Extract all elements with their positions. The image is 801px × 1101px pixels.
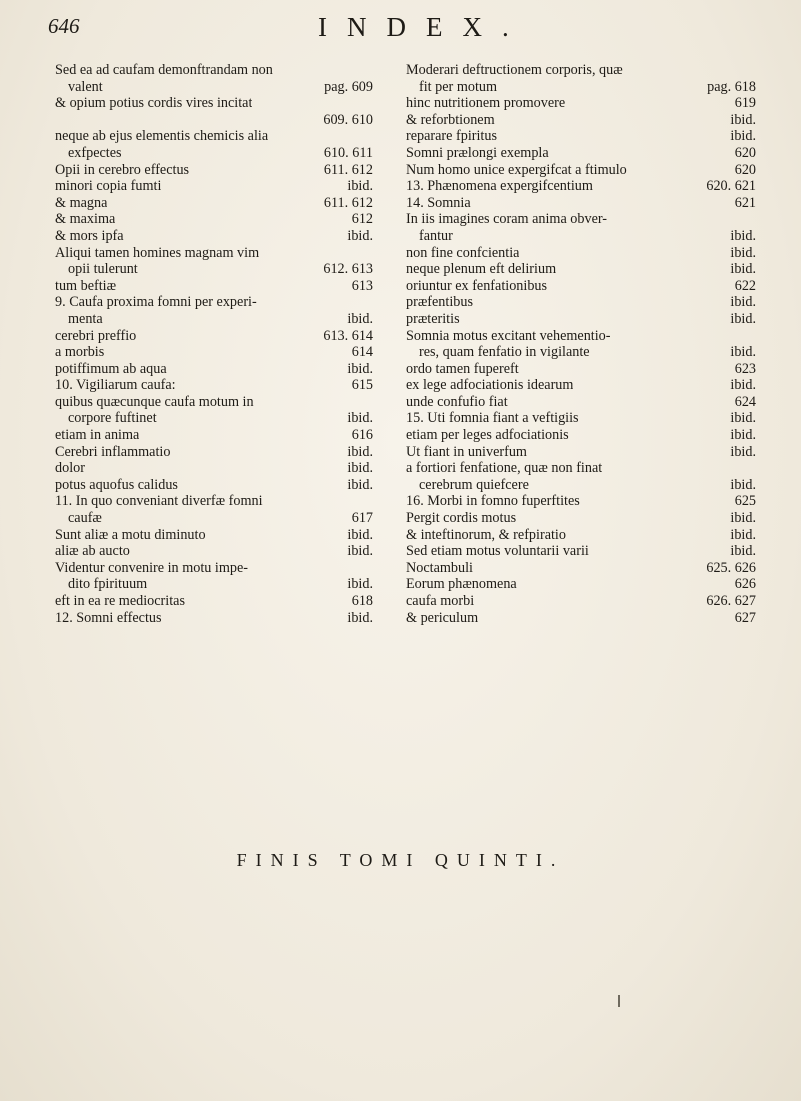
index-entry: [406, 560, 756, 577]
index-entry: [406, 162, 756, 179]
index-entry: [406, 261, 756, 278]
index-entry-page: ibid.: [730, 410, 756, 427]
index-entry-page: ibid.: [347, 576, 373, 593]
running-title: INDEX.: [318, 12, 529, 42]
index-entry-text: & magna: [55, 194, 108, 211]
index-entry: [406, 610, 756, 627]
index-entry: [406, 510, 756, 527]
index-entry-text: Somni prælongi exempla: [406, 144, 549, 161]
index-entry: [55, 593, 373, 610]
index-entry-page: ibid.: [347, 460, 373, 477]
index-entry-text: 14. Somnia: [406, 194, 471, 211]
index-entry-text: & maxima: [55, 211, 116, 228]
index-entry-page: ibid.: [730, 344, 756, 361]
index-entry: [406, 178, 756, 195]
ink-mark: [618, 995, 620, 1007]
index-entry-text: reparare fpiritus: [406, 128, 497, 145]
index-entry: [55, 162, 373, 179]
index-entry-page: 625: [734, 493, 756, 510]
index-entry-text: eft in ea re mediocritas: [55, 593, 185, 609]
index-entry-text: Sed ea ad caufam demonftrandam non: [55, 62, 273, 78]
index-entry-text: etiam in anima: [55, 427, 140, 444]
index-entry: [55, 95, 373, 112]
index-entry: [55, 62, 373, 79]
index-entry: [55, 427, 373, 444]
index-entry-page: ibid.: [347, 178, 373, 195]
index-entry-page: 616: [351, 427, 373, 444]
index-entry-text: 10. Vigiliarum caufa:: [55, 377, 176, 394]
index-entry-text: præfentibus: [406, 294, 473, 311]
index-entry-text: unde confufio fiat: [406, 393, 508, 410]
index-entry-page: 613: [351, 277, 373, 294]
index-entry-text: etiam per leges adfociationis: [406, 427, 569, 444]
index-column-right: [406, 62, 756, 626]
index-entry-text: 9. Caufa proxima fomni per experi-: [55, 294, 257, 311]
index-entry-text: corpore fuftinet: [68, 410, 157, 427]
index-entry-page: ibid.: [730, 310, 756, 327]
index-entry-page: 611. 612: [323, 161, 373, 178]
index-entry-page: ibid.: [347, 410, 373, 427]
index-entry-page: ibid.: [730, 111, 756, 128]
index-entry-page: 620: [734, 161, 756, 178]
index-entry: [55, 278, 373, 295]
index-entry-page: ibid.: [730, 476, 756, 493]
index-entry-text: præteritis: [406, 310, 460, 327]
index-entry-page: ibid.: [730, 244, 756, 261]
index-entry: [55, 560, 373, 577]
index-entry: [55, 361, 373, 378]
index-entry: [406, 527, 756, 544]
index-entry-text: Sed etiam motus voluntarii varii: [406, 543, 589, 560]
page-number: 646: [48, 14, 80, 38]
index-entry: [406, 128, 756, 145]
index-entry: [55, 211, 373, 228]
index-entry-text: neque ab ejus elementis chemicis alia: [55, 128, 269, 145]
index-entry-text: Somnia motus excitant vehementio-: [406, 327, 611, 344]
index-entry-page: ibid.: [730, 543, 756, 560]
index-entry-page: 624: [734, 393, 756, 410]
index-entry-text: aliæ ab aucto: [55, 543, 130, 560]
index-entry: [55, 294, 373, 311]
index-entry: [55, 394, 373, 411]
index-entry-text: Noctambuli: [406, 559, 473, 576]
index-entry: [55, 477, 373, 494]
index-entry-page: ibid.: [730, 443, 756, 460]
index-entry-text: Opii in cerebro effectus: [55, 161, 190, 178]
index-entry: [406, 344, 756, 361]
index-entry: [406, 62, 756, 79]
index-entry: [55, 245, 373, 262]
index-entry-page: 622: [734, 277, 756, 294]
index-entry-text: Eorum phænomena: [406, 576, 517, 593]
index-entry-text: & inteftinorum, & refpiratio: [406, 526, 566, 543]
index-entry: [406, 427, 756, 444]
index-entry-text: cerebrum quiefcere: [419, 476, 529, 493]
index-entry-page: ibid.: [347, 227, 373, 244]
index-entry-text: Videntur convenire in motu impe-: [55, 559, 248, 576]
index-entry-text: menta: [68, 310, 103, 327]
index-entry-text: & reforbtionem: [406, 111, 495, 128]
index-entry-page: 620. 621: [706, 178, 756, 195]
index-entry: [406, 543, 756, 560]
index-entry-text: In iis imagines coram anima obver-: [406, 211, 608, 228]
index-entry-text: tum beftiæ: [55, 277, 117, 294]
index-entry-page: 618: [351, 593, 373, 609]
index-entry-text: dolor: [55, 460, 85, 477]
index-entry-page: 623: [734, 360, 756, 377]
index-entry-page: ibid.: [730, 377, 756, 394]
index-entry-page: pag. 609: [324, 78, 373, 95]
index-entry-page: 609. 610: [323, 111, 373, 128]
index-entry: [55, 493, 373, 510]
index-entry: [406, 112, 756, 129]
index-entry-page: 610. 611: [323, 144, 373, 161]
index-entry: [55, 145, 373, 162]
index-entry-text: ordo tamen fupereft: [406, 360, 519, 377]
index-entry-page: 625. 626: [706, 559, 756, 576]
index-entry: [406, 361, 756, 378]
index-entry-text: opii tulerunt: [68, 261, 138, 278]
index-entry: [55, 228, 373, 245]
index-entry: [55, 112, 373, 129]
index-entry-text: neque plenum eft delirium: [406, 261, 557, 278]
index-entry: [55, 195, 373, 212]
index-entry-text: a morbis: [55, 344, 105, 361]
index-entry-text: fantur: [419, 227, 453, 244]
index-entry-page: 617: [351, 510, 373, 527]
index-entry: [55, 444, 373, 461]
index-entry-text: valent: [68, 78, 103, 95]
index-entry-text: minori copia fumti: [55, 178, 162, 195]
index-entry-page: ibid.: [730, 227, 756, 244]
index-entry-page: ibid.: [347, 609, 373, 626]
index-entry-text: Sunt aliæ a motu diminuto: [55, 526, 206, 543]
index-entry-text: potiffimum ab aqua: [55, 360, 167, 377]
index-entry-text: 11. In quo conveniant diverfæ fomni: [55, 493, 263, 510]
index-entry-page: ibid.: [730, 294, 756, 311]
index-entry: [406, 493, 756, 510]
index-entry-page: 626. 627: [706, 593, 756, 609]
index-entry-text: dito fpirituum: [68, 576, 148, 593]
index-entry: [406, 211, 756, 228]
index-entry: [406, 95, 756, 112]
index-entry: [55, 261, 373, 278]
index-entry-text: 13. Phænomena expergifcentium: [406, 178, 593, 195]
index-entry-text: 16. Morbi in fomno fuperftites: [406, 493, 580, 510]
index-entry-page: ibid.: [347, 360, 373, 377]
index-entry-text: caufæ: [68, 510, 102, 527]
index-entry: [55, 543, 373, 560]
index-entry-page: 613. 614: [323, 327, 373, 344]
index-entry-text: Cerebri inflammatio: [55, 443, 171, 460]
index-entry-page: ibid.: [347, 526, 373, 543]
index-entry-text: Num homo unice expergifcat a ftimulo: [406, 161, 627, 178]
index-entry: [55, 460, 373, 477]
index-entry-text: & opium potius cordis vires incitat: [55, 95, 253, 112]
index-entry-text: ex lege adfociationis idearum: [406, 377, 574, 394]
index-entry: [406, 294, 756, 311]
index-entry-page: ibid.: [730, 261, 756, 278]
index-entry: [55, 510, 373, 527]
index-entry: [55, 328, 373, 345]
index-entry-page: 615: [351, 377, 373, 394]
index-entry: [406, 228, 756, 245]
index-entry: [406, 460, 756, 477]
index-column-left: [55, 62, 373, 626]
index-entry: [406, 410, 756, 427]
index-entry: [55, 576, 373, 593]
index-entry-page: pag. 618: [707, 78, 756, 95]
index-entry: [406, 79, 756, 96]
index-entry-text: oriuntur ex fenfationibus: [406, 277, 548, 294]
index-entry-page: 611. 612: [323, 194, 373, 211]
index-entry-text: potus aquofus calidus: [55, 476, 178, 493]
index-entry: [55, 128, 373, 145]
index-entry-page: 627: [734, 609, 756, 626]
index-entry-text: exfpectes: [68, 144, 122, 161]
index-entry-text: a fortiori fenfatione, quæ non finat: [406, 460, 603, 477]
index-entry-page: 626: [734, 576, 756, 593]
index-entry: [406, 576, 756, 593]
index-entry-page: 620: [734, 144, 756, 161]
index-entry-text: 15. Uti fomnia fiant a veftigiis: [406, 410, 579, 427]
index-entry-page: ibid.: [347, 310, 373, 327]
index-entry: [406, 145, 756, 162]
index-entry-text: fit per motum: [419, 78, 498, 95]
index-entry-text: Moderari deftructionem corporis, quæ: [406, 62, 623, 78]
index-entry-text: hinc nutritionem promovere: [406, 95, 566, 112]
index-entry: [406, 477, 756, 494]
index-entry: [55, 79, 373, 96]
index-entry-page: 619: [734, 95, 756, 112]
index-entry-text: quibus quæcunque caufa motum in: [55, 393, 254, 410]
index-entry: [406, 311, 756, 328]
index-entry-page: 621: [734, 194, 756, 211]
index-entry: [55, 178, 373, 195]
index-entry-text: cerebri preffio: [55, 327, 137, 344]
index-entry-page: 614: [351, 344, 373, 361]
index-entry: [55, 311, 373, 328]
index-entry-text: caufa morbi: [406, 593, 475, 609]
index-entry: [55, 527, 373, 544]
index-entry-text: [55, 112, 59, 129]
index-entry: [55, 344, 373, 361]
index-entry-page: 612: [351, 211, 373, 228]
index-entry-page: ibid.: [730, 510, 756, 527]
index-entry-page: ibid.: [730, 128, 756, 145]
index-entry-text: res, quam fenfatio in vigilante: [419, 344, 590, 361]
index-entry: [406, 444, 756, 461]
index-entry-text: Aliqui tamen homines magnam vim: [55, 244, 260, 261]
index-entry: [406, 195, 756, 212]
index-entry: [406, 278, 756, 295]
index-entry: [55, 377, 373, 394]
index-entry: [406, 245, 756, 262]
index-entry: [406, 593, 756, 610]
index-entry-page: ibid.: [730, 427, 756, 444]
index-entry: [55, 610, 373, 627]
index-entry: [406, 394, 756, 411]
index-entry-page: ibid.: [347, 543, 373, 560]
index-entry: [406, 328, 756, 345]
index-entry: [406, 377, 756, 394]
index-entry-text: 12. Somni effectus: [55, 609, 162, 626]
end-of-volume-line: FINIS TOMI QUINTI.: [236, 850, 565, 870]
index-entry-text: & mors ipfa: [55, 227, 124, 244]
index-entry-page: ibid.: [730, 526, 756, 543]
index-entry-page: ibid.: [347, 476, 373, 493]
index-entry-page: ibid.: [347, 443, 373, 460]
index-entry-text: Ut fiant in univerfum: [406, 443, 527, 460]
index-entry-page: 612. 613: [323, 261, 373, 278]
index-entry: [55, 410, 373, 427]
index-entry-text: Pergit cordis motus: [406, 510, 517, 527]
index-entry-text: & periculum: [406, 609, 479, 626]
index-entry-text: non fine confcientia: [406, 244, 520, 261]
page-header: [48, 14, 768, 44]
